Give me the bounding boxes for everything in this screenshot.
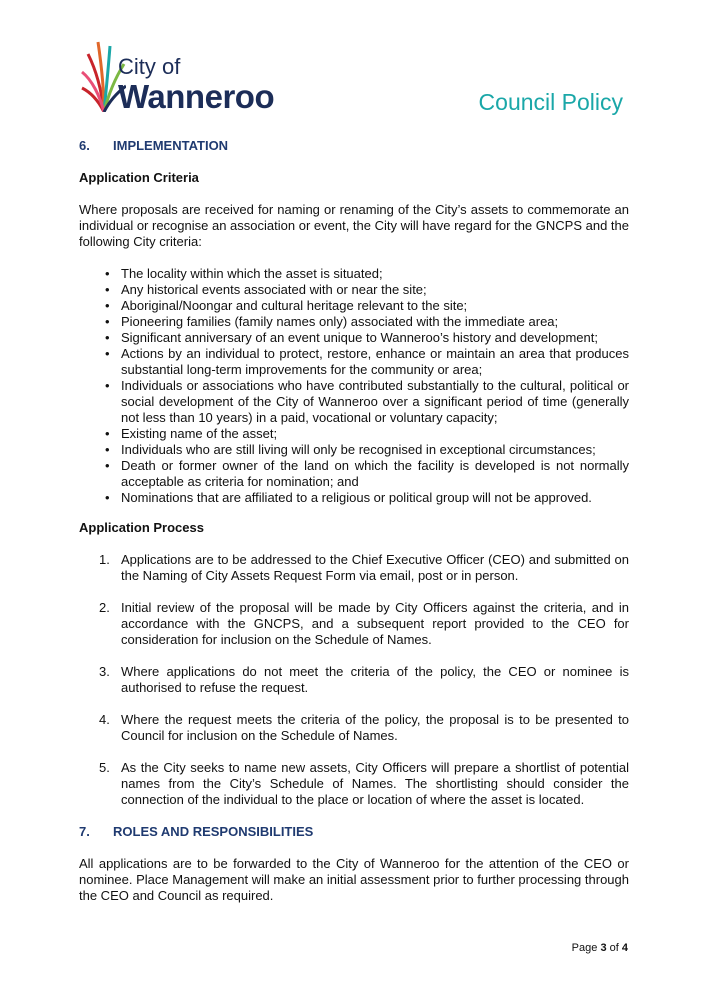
section-7-heading bbox=[79, 824, 629, 840]
document-type-title: Council Policy bbox=[478, 89, 623, 115]
section-7-title: ROLES AND RESPONSIBILITIES bbox=[113, 824, 314, 839]
process-list bbox=[79, 552, 629, 808]
criteria-item: • Actions by an individual to protect, restore, enhance or maintain an area that produces substantial long-term improvements for the community or area; bbox=[79, 346, 629, 378]
section-7-paragraph: All applications are to be forwarded to the City of Wanneroo for the attention of the CEO or nominee. Place Management will make an initial assessment prior to further processing through the CEO and Council as required. bbox=[79, 856, 629, 903]
process-step-number: 4. bbox=[99, 712, 110, 727]
process-step-number: 1. bbox=[99, 552, 110, 567]
section-6-heading bbox=[79, 138, 629, 154]
criteria-item: • Death or former owner of the land on which the facility is developed is not normally acceptable as criteria for nomination; and bbox=[79, 458, 629, 490]
page-current: 3 bbox=[600, 942, 607, 954]
process-step-text: Where applications do not meet the criteria of the policy, the CEO or nominee is authorised to refuse the request. bbox=[121, 664, 629, 695]
process-step-text: Applications are to be addressed to the Chief Executive Officer (CEO) and submitted on the Naming of City Assets Request Form via email, post or in person. bbox=[121, 552, 629, 583]
criteria-item: • Pioneering families (family names only) associated with the immediate area; bbox=[79, 314, 629, 330]
process-step-text: As the City seeks to name new assets, City Officers will prepare a shortlist of potential names from the City’s Schedule of Names. The shortlisting should consider the connection of the individual to the place or location of where the asset is located. bbox=[121, 760, 629, 807]
criteria-item: • Any historical events associated with or near the site; bbox=[79, 282, 629, 298]
logo-text-city-of: City of bbox=[118, 54, 181, 79]
page-label: Page bbox=[571, 942, 598, 954]
process-step bbox=[79, 760, 629, 808]
process-step bbox=[79, 712, 629, 744]
logo-text-wanneroo: Wanneroo bbox=[118, 78, 275, 115]
application-process-heading: Application Process bbox=[79, 520, 204, 535]
criteria-item: • Significant anniversary of an event unique to Wanneroo’s history and development; bbox=[79, 330, 629, 346]
process-step bbox=[79, 600, 629, 648]
process-step-number: 5. bbox=[99, 760, 110, 775]
process-step-number: 2. bbox=[99, 600, 110, 615]
process-step bbox=[79, 552, 629, 584]
process-step-text: Initial review of the proposal will be made by City Officers against the criteria, and in accordance with the GNCPS, and a subsequent report provided to the CEO for consideration for inclusion on the Schedule of Names. bbox=[121, 600, 629, 647]
process-step-text: Where the request meets the criteria of the policy, the proposal is to be presented to Council for inclusion on the Schedule of Names. bbox=[121, 712, 629, 743]
section-6-title: IMPLEMENTATION bbox=[113, 138, 229, 153]
criteria-item: • Aboriginal/Noongar and cultural heritage relevant to the site; bbox=[79, 298, 629, 314]
document-body bbox=[79, 138, 629, 920]
section-7-number: 7. bbox=[79, 824, 90, 839]
page-total: 4 bbox=[621, 942, 628, 954]
process-step bbox=[79, 664, 629, 696]
criteria-intro-paragraph: Where proposals are received for naming or renaming of the City’s assets to commemorate an individual or recognise an association or event, the City will have regard for the GNCPS and the following City criteria: bbox=[79, 202, 629, 249]
criteria-item: • Nominations that are affiliated to a religious or political group will not be approved. bbox=[79, 490, 629, 506]
criteria-item: • Individuals or associations who have contributed substantially to the cultural, political or social development of the City of Wanneroo over a significant period of time (generally not less than 10 years) in a paid, vocational or voluntary capacity; bbox=[79, 378, 629, 426]
criteria-item: • Individuals who are still living will only be recognised in exceptional circumstances; bbox=[79, 442, 629, 458]
city-of-wanneroo-logo bbox=[80, 34, 295, 114]
section-6-number: 6. bbox=[79, 138, 90, 153]
criteria-list bbox=[79, 266, 629, 506]
application-criteria-heading: Application Criteria bbox=[79, 170, 199, 185]
criteria-item: • Existing name of the asset; bbox=[79, 426, 629, 442]
page-of: of bbox=[609, 942, 619, 954]
criteria-item: • The locality within which the asset is situated; bbox=[79, 266, 629, 282]
page-number bbox=[572, 942, 628, 954]
process-step-number: 3. bbox=[99, 664, 110, 679]
